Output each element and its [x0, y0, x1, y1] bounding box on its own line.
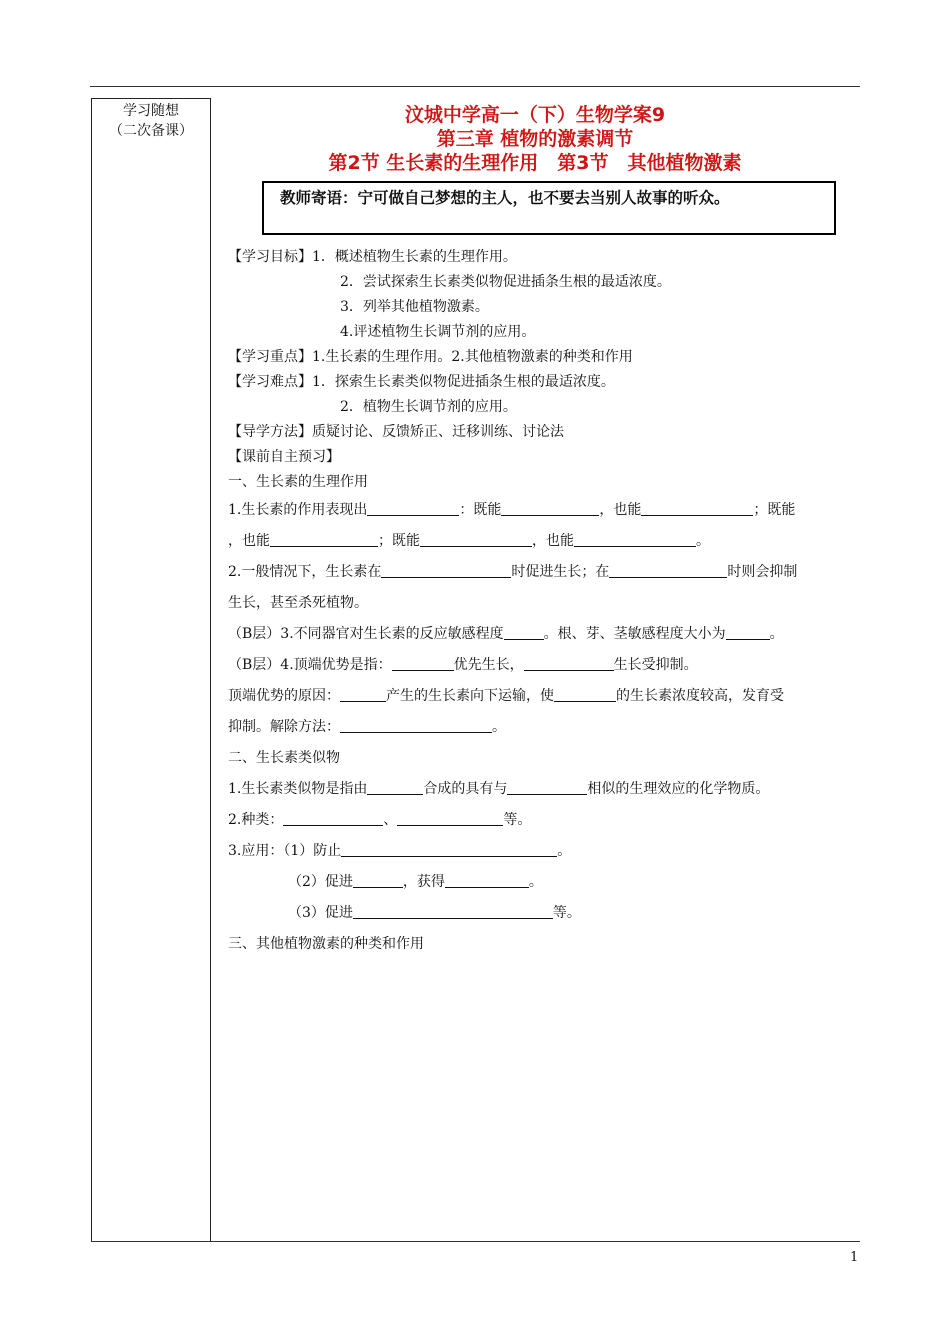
p1q1-text-b: ：既能: [459, 502, 502, 518]
p2q2-text-b: 、: [383, 812, 398, 828]
part2-q3-line2: [228, 867, 860, 898]
difficulty-line-2: [228, 395, 860, 420]
p2q3-text-e: 。: [528, 874, 543, 890]
key-points-label: 【学习重点】: [228, 349, 312, 365]
p2q3-text-g: 等。: [552, 905, 581, 921]
preview-label: 【课前自主预习】: [228, 449, 340, 465]
notes-title-line2: （二次备课）: [109, 123, 193, 139]
answer-blank[interactable]: [392, 654, 454, 671]
answer-blank[interactable]: [381, 561, 511, 578]
part1-q1-line2: [228, 526, 860, 557]
p1q3-text-a: （B层）3.不同器官对生长素的反应敏感程度: [228, 626, 504, 642]
p1q1-text-f: ；既能: [378, 533, 420, 549]
part1-q2-line2: 生长，甚至杀死植物。: [228, 595, 368, 611]
answer-blank[interactable]: [340, 716, 492, 733]
difficulty-line-1: [228, 370, 860, 395]
goal-line-1: [228, 245, 860, 270]
worksheet-body: [228, 245, 860, 960]
section-title: 第2节 生长素的生理作用 第3节 其他植物激素: [328, 152, 742, 174]
part2-q2-line: [228, 805, 860, 836]
answer-blank[interactable]: [574, 530, 696, 547]
answer-blank[interactable]: [367, 778, 423, 795]
part2-q3-line1: [228, 836, 860, 867]
p2q1-text-c: 相似的生理效应的化学物质。: [587, 781, 770, 797]
p2q3-text-d: ，获得: [402, 874, 445, 890]
goal-3: 3．列举其他植物激素。: [340, 299, 489, 315]
p2q1-text-b: 合成的具有与: [423, 781, 508, 797]
goal-line-3: [228, 295, 860, 320]
method-label: 【导学方法】: [228, 424, 312, 440]
answer-blank[interactable]: [641, 499, 753, 516]
p2q3-text-f: （3）促进: [288, 905, 353, 921]
key-points-text: 1.生长素的生理作用。2.其他植物激素的种类和作用: [312, 349, 633, 365]
p1q5-text-d: 抑制。解除方法：: [228, 719, 340, 735]
page-number: 1: [850, 1250, 859, 1265]
part2-q3-line3: [228, 898, 860, 929]
part1-heading: 一、生长素的生理作用: [228, 474, 368, 490]
answer-blank[interactable]: [367, 499, 459, 516]
p1q1-text-e: ，也能: [228, 533, 270, 549]
answer-blank[interactable]: [283, 809, 383, 826]
difficulties-label: 【学习难点】: [228, 374, 312, 390]
p1q1-text-h: 。: [696, 533, 710, 549]
difficulty-1: 1．探索生长素类似物促进插条生根的最适浓度。: [312, 374, 615, 390]
method-line: [228, 420, 860, 445]
p1q3-text-c: 。: [769, 626, 784, 642]
part1-q4-line: [228, 650, 860, 681]
answer-blank[interactable]: [554, 685, 616, 702]
teacher-motto: 教师寄语：宁可做自己梦想的主人，也不要去当别人故事的听众。: [280, 189, 730, 207]
chapter-title: 第三章 植物的激素调节: [436, 128, 634, 150]
part1-q5-line2: [228, 712, 860, 743]
part1-q5-line1: [228, 681, 860, 712]
answer-blank[interactable]: [445, 871, 529, 888]
part2-heading: 二、生长素类似物: [228, 750, 340, 766]
p2q2-text-c: 等。: [503, 812, 532, 828]
p2q2-text-a: 2.种类：: [228, 812, 284, 828]
p1q1-text-c: ，也能: [599, 502, 642, 518]
part1-q1-line1: [228, 495, 860, 526]
answer-blank[interactable]: [420, 530, 532, 547]
goal-1: 1．概述植物生长素的生理作用。: [312, 249, 517, 265]
answer-blank[interactable]: [340, 685, 386, 702]
top-rule: [90, 86, 860, 87]
p1q2-text-c: 时则会抑制: [727, 564, 798, 580]
bottom-rule: [91, 1241, 860, 1242]
answer-blank[interactable]: [507, 778, 587, 795]
p1q1-text-g: ，也能: [532, 533, 574, 549]
p1q3-text-b: 。根、芽、茎敏感程度大小为: [543, 626, 726, 642]
method-text: 质疑讨论、反馈矫正、迁移训练、讨论法: [312, 424, 564, 440]
p1q2-text-b: 时促进生长；在: [511, 564, 610, 580]
answer-blank[interactable]: [726, 623, 770, 640]
p1q4-text-a: （B层）4.顶端优势是指：: [228, 657, 392, 673]
teacher-motto-box: [262, 181, 836, 235]
answer-blank[interactable]: [397, 809, 503, 826]
p1q5-text-c: 的生长素浓度较高，发育受: [616, 688, 784, 704]
p1q1-text-d: ；既能: [753, 502, 796, 518]
answer-blank[interactable]: [353, 902, 553, 919]
goal-2: 2．尝试探索生长素类似物促进插条生根的最适浓度。: [340, 274, 671, 290]
goals-label: 【学习目标】: [228, 249, 312, 265]
part1-q2-line1: [228, 557, 860, 588]
answer-blank[interactable]: [609, 561, 727, 578]
difficulty-2: 2．植物生长调节剂的应用。: [340, 399, 517, 415]
p2q3-text-a: 3.应用：（1）防止: [228, 843, 342, 859]
p1q4-text-c: 生长受抑制。: [613, 657, 698, 673]
p2q1-text-a: 1.生长素类似物是指由: [228, 781, 368, 797]
notes-column-title: [92, 99, 210, 141]
goal-line-4: [228, 320, 860, 345]
part3-heading: 三、其他植物激素的种类和作用: [228, 936, 424, 952]
p1q5-text-b: 产生的生长素向下运输，使: [386, 688, 554, 704]
answer-blank[interactable]: [270, 530, 378, 547]
answer-blank[interactable]: [504, 623, 544, 640]
p2q3-text-c: （2）促进: [288, 874, 353, 890]
p1q5-text-e: 。: [492, 719, 506, 735]
notes-title-line1: 学习随想: [123, 103, 179, 119]
answer-blank[interactable]: [353, 871, 403, 888]
p1q1-text-a: 1.生长素的作用表现出: [228, 502, 368, 518]
p1q2-text-a: 2.一般情况下，生长素在: [228, 564, 382, 580]
p1q5-text-a: 顶端优势的原因：: [228, 688, 340, 704]
answer-blank[interactable]: [524, 654, 614, 671]
p2q3-text-b: 。: [557, 843, 572, 859]
notes-column: [91, 98, 211, 1242]
part2-q1-line: [228, 774, 860, 805]
page-title: 汶城中学高一（下）生物学案9: [404, 104, 666, 126]
answer-blank[interactable]: [501, 499, 599, 516]
goal-4: 4.评述植物生长调节剂的应用。: [340, 324, 536, 340]
goal-line-2: [228, 270, 860, 295]
part1-q3-line: [228, 619, 860, 650]
key-points-line: [228, 345, 860, 370]
p1q4-text-b: 优先生长，: [453, 657, 524, 673]
answer-blank[interactable]: [341, 840, 557, 857]
